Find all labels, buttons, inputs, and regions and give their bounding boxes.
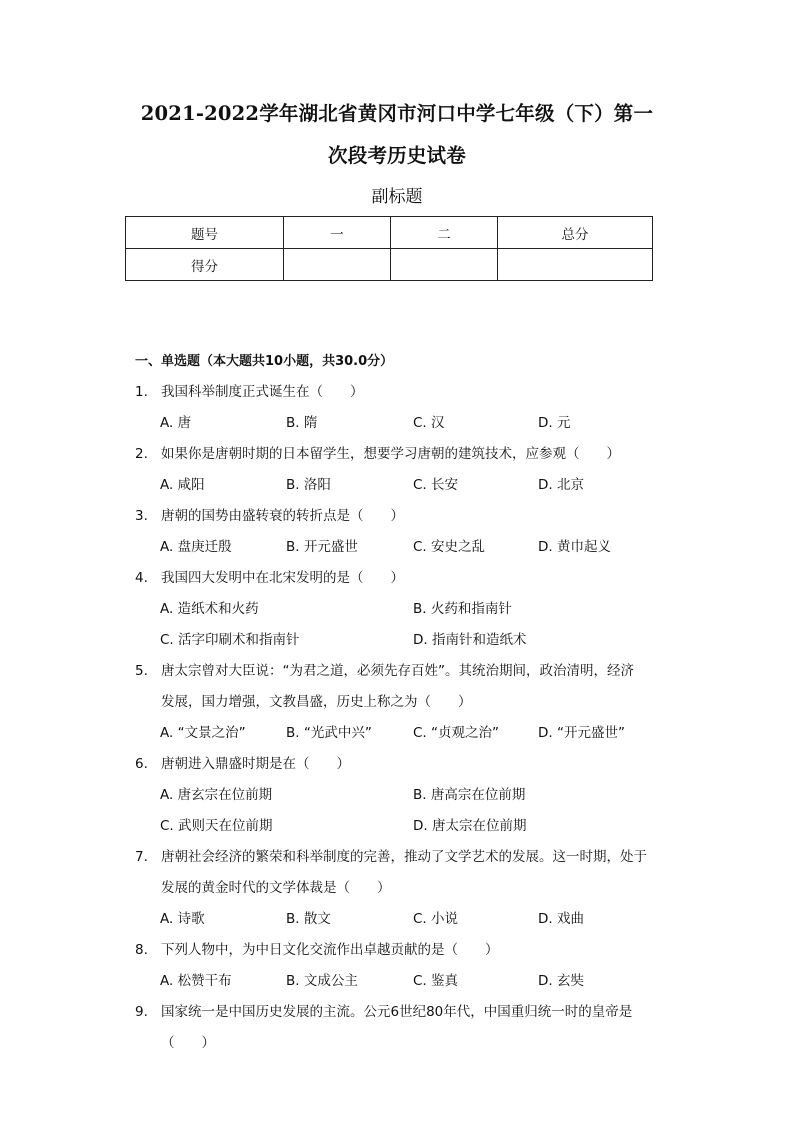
question-number: 9. bbox=[135, 1004, 148, 1020]
question-number: 5. bbox=[135, 663, 148, 679]
question-text: 发展的黄金时代的文学体裁是（ ） bbox=[161, 880, 391, 896]
answer-option[interactable]: A. 盘庚迁殷 bbox=[160, 539, 232, 555]
answer-option[interactable]: B. 洛阳 bbox=[286, 477, 331, 493]
score-table bbox=[125, 216, 653, 281]
score-cell[interactable] bbox=[498, 249, 653, 281]
question-number: 7. bbox=[135, 849, 148, 865]
answer-option[interactable]: A. 诗歌 bbox=[160, 911, 205, 927]
answer-option[interactable]: B. 火药和指南针 bbox=[413, 601, 512, 617]
score-header-cell: 总分 bbox=[498, 217, 653, 249]
question-number: 1. bbox=[135, 384, 148, 400]
exam-subtitle: 副标题 bbox=[371, 187, 423, 207]
answer-option[interactable]: C. 长安 bbox=[413, 477, 459, 493]
question-text: 唐太宗曾对大臣说：“为君之道，必须先存百姓”。其统治期间，政治清明，经济 bbox=[161, 663, 634, 679]
question-text: （ ） bbox=[161, 1035, 215, 1051]
answer-option[interactable]: D. 唐太宗在位前期 bbox=[413, 818, 527, 834]
question-text: 我国四大发明中在北宋发明的是（ ） bbox=[161, 570, 404, 586]
question-text: 发展，国力增强，文教昌盛，历史上称之为（ ） bbox=[161, 694, 472, 710]
score-row-label: 得分 bbox=[126, 249, 284, 281]
question-number: 6. bbox=[135, 756, 148, 772]
answer-option[interactable]: B. 文成公主 bbox=[286, 973, 358, 989]
answer-option[interactable]: A. “文景之治” bbox=[160, 725, 246, 741]
answer-option[interactable]: D. 指南针和造纸术 bbox=[413, 632, 527, 648]
question-number: 8. bbox=[135, 942, 148, 958]
question-text: 唐朝的国势由盛转衰的转折点是（ ） bbox=[161, 508, 404, 524]
score-table-score-row bbox=[126, 249, 653, 281]
answer-option[interactable]: A. 松赞干布 bbox=[160, 973, 232, 989]
answer-option[interactable]: C. 鉴真 bbox=[413, 973, 459, 989]
answer-option[interactable]: B. “光武中兴” bbox=[286, 725, 372, 741]
answer-option[interactable]: B. 开元盛世 bbox=[286, 539, 358, 555]
question-text: 下列人物中，为中日文化交流作出卓越贡献的是（ ） bbox=[161, 942, 499, 958]
answer-option[interactable]: C. “贞观之治” bbox=[413, 725, 499, 741]
score-cell[interactable] bbox=[284, 249, 391, 281]
score-header-cell: 题号 bbox=[126, 217, 284, 249]
answer-option[interactable]: A. 咸阳 bbox=[160, 477, 205, 493]
question-number: 2. bbox=[135, 446, 148, 462]
question-text: 国家统一是中国历史发展的主流。公元6世纪80年代，中国重归统一时的皇帝是 bbox=[161, 1004, 633, 1020]
exam-title-line1: 2021-2022学年湖北省黄冈市河口中学七年级（下）第一 bbox=[140, 102, 654, 125]
score-cell[interactable] bbox=[391, 249, 498, 281]
question-text: 我国科举制度正式诞生在（ ） bbox=[161, 384, 364, 400]
answer-option[interactable]: D. 黄巾起义 bbox=[538, 539, 611, 555]
answer-option[interactable]: A. 唐玄宗在位前期 bbox=[160, 787, 273, 803]
question-text: 唐朝社会经济的繁荣和科举制度的完善，推动了文学艺术的发展。这一时期，处于 bbox=[161, 849, 647, 865]
answer-option[interactable]: D. 北京 bbox=[538, 477, 584, 493]
answer-option[interactable]: A. 唐 bbox=[160, 415, 192, 431]
answer-option[interactable]: C. 活字印刷术和指南针 bbox=[160, 632, 300, 648]
answer-option[interactable]: C. 安史之乱 bbox=[413, 539, 486, 555]
answer-option[interactable]: D. 元 bbox=[538, 415, 571, 431]
answer-option[interactable]: D. 玄奘 bbox=[538, 973, 584, 989]
answer-option[interactable]: A. 造纸术和火药 bbox=[160, 601, 259, 617]
answer-option[interactable]: C. 小说 bbox=[413, 911, 459, 927]
question-text: 唐朝进入鼎盛时期是在（ ） bbox=[161, 756, 350, 772]
score-table-header-row bbox=[126, 217, 653, 249]
answer-option[interactable]: B. 唐高宗在位前期 bbox=[413, 787, 526, 803]
question-text: 如果你是唐朝时期的日本留学生，想要学习唐朝的建筑技术，应参观（ ） bbox=[161, 446, 620, 462]
answer-option[interactable]: C. 武则天在位前期 bbox=[160, 818, 273, 834]
answer-option[interactable]: D. 戏曲 bbox=[538, 911, 584, 927]
section-title: 一、单选题（本大题共10小题，共30.0分） bbox=[135, 354, 394, 369]
answer-option[interactable]: B. 隋 bbox=[286, 415, 318, 431]
answer-option[interactable]: B. 散文 bbox=[286, 911, 331, 927]
answer-option[interactable]: D. “开元盛世” bbox=[538, 725, 625, 741]
exam-title-line2: 次段考历史试卷 bbox=[328, 144, 466, 167]
score-header-cell: 二 bbox=[391, 217, 498, 249]
score-header-cell: 一 bbox=[284, 217, 391, 249]
question-number: 3. bbox=[135, 508, 148, 524]
question-number: 4. bbox=[135, 570, 148, 586]
answer-option[interactable]: C. 汉 bbox=[413, 415, 445, 431]
